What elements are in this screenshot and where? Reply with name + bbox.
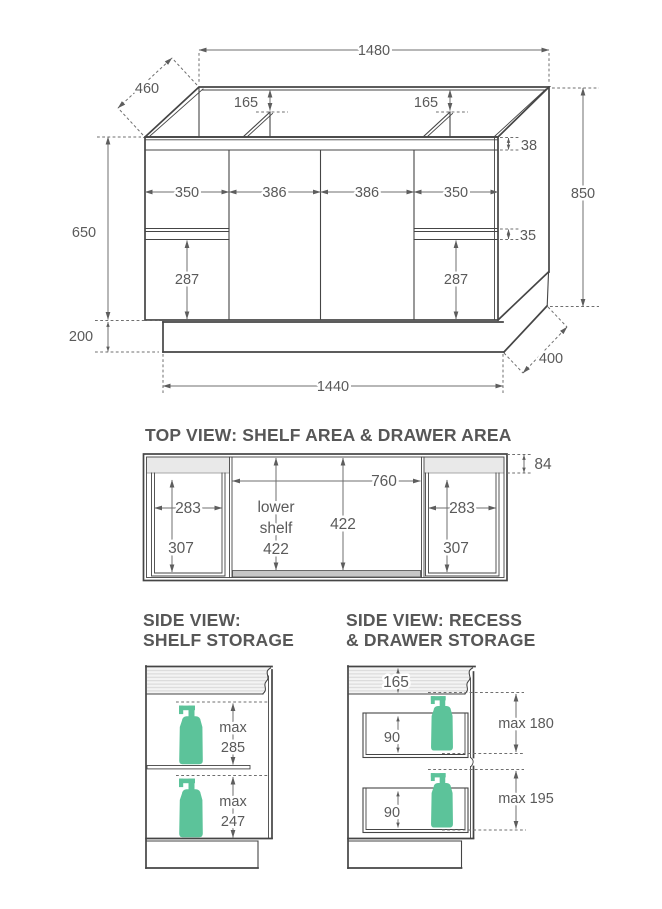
dim-center-depth: 422	[330, 516, 356, 533]
dim-cabinet-height: 650	[71, 225, 97, 241]
dim-bay-3: 386	[354, 185, 380, 201]
side-shelf-title-1: SIDE VIEW:	[143, 610, 241, 630]
recess-partition-left	[243, 112, 288, 137]
bottle-icon	[431, 773, 453, 827]
side-drawer-title-1: SIDE VIEW: RECESS	[346, 610, 523, 630]
dim-lower-inner: 90	[383, 805, 401, 821]
dim-back-recess: 84	[534, 456, 552, 473]
dim-top-width: 1480	[357, 43, 391, 59]
dim-upper-max: max 180	[498, 716, 554, 732]
lower-shelf-edge	[233, 571, 421, 578]
side-view-shelf-storage	[143, 610, 294, 868]
mid-shelf	[147, 766, 250, 769]
shelf-label-2: shelf	[259, 520, 293, 537]
dim-lower-max-word: max	[219, 794, 247, 810]
drawer-gap-mark	[471, 758, 474, 767]
recess-partition-right	[423, 112, 468, 137]
side-drawer-title-2: & DRAWER STORAGE	[346, 630, 536, 650]
cabinet-front-face	[145, 137, 498, 320]
side-view-drawer-storage	[346, 610, 554, 868]
bottle-icon	[179, 706, 203, 765]
dim-upper-max-word: max	[219, 720, 247, 736]
dim-kick-depth: 400	[538, 351, 564, 367]
dim-recess-left: 165	[233, 95, 259, 111]
dim-recess: 165	[383, 674, 409, 691]
dim-lower-max-value: 247	[220, 814, 246, 830]
dim-drawer-right: 287	[443, 272, 469, 288]
dim-bay-4: 350	[443, 185, 469, 201]
dim-left-width: 283	[175, 500, 201, 517]
dim-depth: 460	[134, 81, 160, 97]
dim-drawer-gap: 35	[519, 228, 537, 244]
side-drawer-cabinet	[348, 666, 475, 868]
dim-kick-height: 200	[68, 329, 94, 345]
top-view-plan	[144, 454, 508, 581]
main-dimensions	[69, 43, 599, 395]
bottle-icon	[179, 779, 203, 838]
dim-center-width: 760	[371, 473, 397, 490]
countertop-section	[147, 668, 269, 694]
main-isometric-view	[69, 43, 599, 395]
dim-drawer-left: 287	[174, 272, 200, 288]
dim-right-width: 283	[449, 500, 475, 517]
countertop-section	[349, 668, 471, 694]
top-view-title: TOP VIEW: SHELF AREA & DRAWER AREA	[145, 425, 512, 445]
top-view	[144, 425, 552, 581]
bench-top-frame	[145, 87, 549, 140]
dim-top-rail: 38	[520, 138, 538, 154]
dim-recess-right: 165	[413, 95, 439, 111]
dim-shelf-depth: 422	[263, 541, 289, 558]
cabinet-side-and-kickboard	[163, 87, 549, 352]
dim-left-depth: 307	[168, 540, 194, 557]
dim-upper-inner: 90	[383, 730, 401, 746]
bottle-icon	[431, 696, 453, 750]
shelf-label-1: lower	[257, 499, 295, 516]
dim-bay-1: 350	[174, 185, 200, 201]
dim-upper-max-value: 285	[220, 740, 246, 756]
dim-right-depth: 307	[443, 540, 469, 557]
dim-bay-2: 386	[262, 185, 287, 201]
dim-base-width: 1440	[316, 379, 350, 395]
dim-lower-max: max 195	[498, 791, 554, 807]
dim-total-height: 850	[570, 186, 596, 202]
side-shelf-cabinet	[146, 666, 272, 868]
side-shelf-title-2: SHELF STORAGE	[143, 630, 295, 650]
